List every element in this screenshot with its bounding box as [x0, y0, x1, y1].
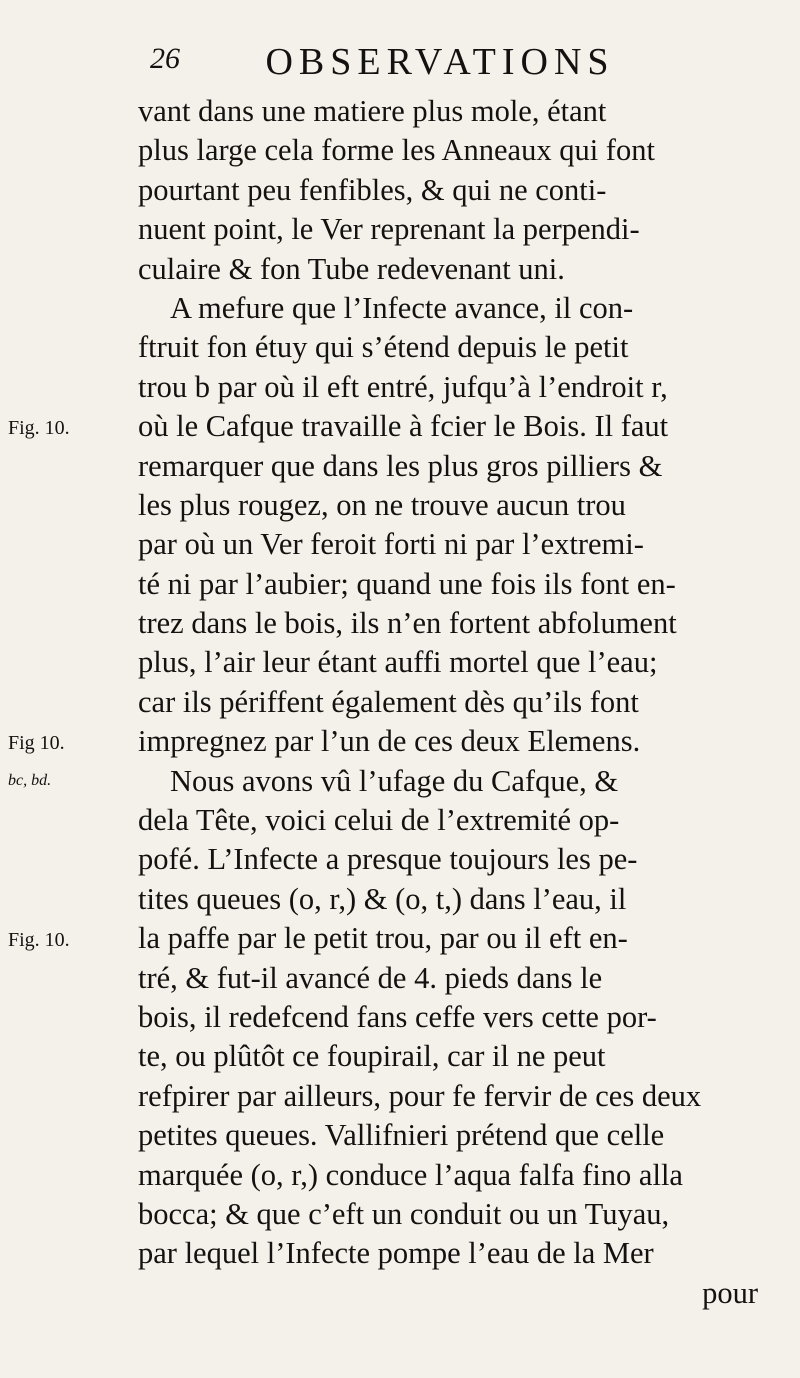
text-line: remarquer que dans les plus gros pilliers &	[138, 448, 663, 483]
body-text	[138, 92, 758, 1313]
text-line: pourtant peu fenfibles, & qui ne conti-	[138, 172, 607, 207]
page-header	[140, 40, 740, 84]
text-line: pofé. L’Infecte a presque toujours les pe-	[138, 842, 638, 877]
text-line: impregnez par l’un de ces deux Elemens.	[138, 724, 641, 759]
text-line: petites queues. Vallifnieri prétend que celle	[138, 1118, 665, 1153]
text-line: par lequel l’Infecte pompe l’eau de la Mer	[138, 1236, 654, 1271]
text-line: nuent point, le Ver reprenant la perpendi-	[138, 212, 640, 247]
text-line: bois, il redefcend fans ceffe vers cette por-	[138, 999, 657, 1034]
text-line: Nous avons vû l’ufage du Cafque, &	[170, 763, 619, 798]
text-line: les plus rougez, on ne trouve aucun trou	[138, 487, 626, 522]
text-line: bocca; & que c’eft un conduit ou un Tuyau,	[138, 1196, 670, 1231]
margin-note: Fig 10.	[8, 732, 65, 755]
running-title: OBSERVATIONS	[265, 41, 615, 83]
text-line: A mefure que l’Infecte avance, il con-	[170, 290, 634, 325]
text-line: tites queues (o, r,) & (o, t,) dans l’eau, il	[138, 881, 627, 916]
text-line: té ni par l’aubier; quand une fois ils font en-	[138, 566, 676, 601]
text-line: la paffe par le petit trou, par ou il eft en-	[138, 921, 628, 956]
text-line: marquée (o, r,) conduce l’aqua falfa fino alla	[138, 1157, 683, 1192]
text-line: culaire & fon Tube redevenant uni.	[138, 251, 565, 286]
margin-note: Fig. 10.	[8, 929, 70, 952]
text-line: trez dans le bois, ils n’en fortent abfolument	[138, 606, 677, 641]
text-line: trou b par où il eft entré, jufqu’à l’endroit r,	[138, 369, 668, 404]
text-line: car ils périffent également dès qu’ils font	[138, 684, 639, 719]
margin-note: bc, bd.	[8, 771, 52, 789]
page-number: 26	[150, 42, 180, 75]
text-line: plus, l’air leur étant auffi mortel que l’eau;	[138, 645, 658, 680]
text-line: où le Cafque travaille à fcier le Bois. Il faut	[138, 409, 669, 444]
margin-notes	[0, 0, 100, 1378]
text-line: ftruit fon étuy qui s’étend depuis le petit	[138, 330, 629, 365]
text-line: par où un Ver feroit forti ni par l’extremi-	[138, 527, 644, 562]
text-line: pour	[702, 1275, 758, 1310]
text-line: dela Tête, voici celui de l’extremité op-	[138, 803, 620, 838]
margin-note: Fig. 10.	[8, 417, 70, 440]
text-line: tré, & fut-il avancé de 4. pieds dans le	[138, 960, 603, 995]
text-line: refpirer par ailleurs, pour fe fervir de ces deux	[138, 1078, 702, 1113]
text-line: vant dans une matiere plus mole, étant	[138, 94, 607, 128]
text-line: plus large cela forme les Anneaux qui font	[138, 133, 655, 168]
text-line: te, ou plûtôt ce foupirail, car il ne peut	[138, 1039, 606, 1074]
